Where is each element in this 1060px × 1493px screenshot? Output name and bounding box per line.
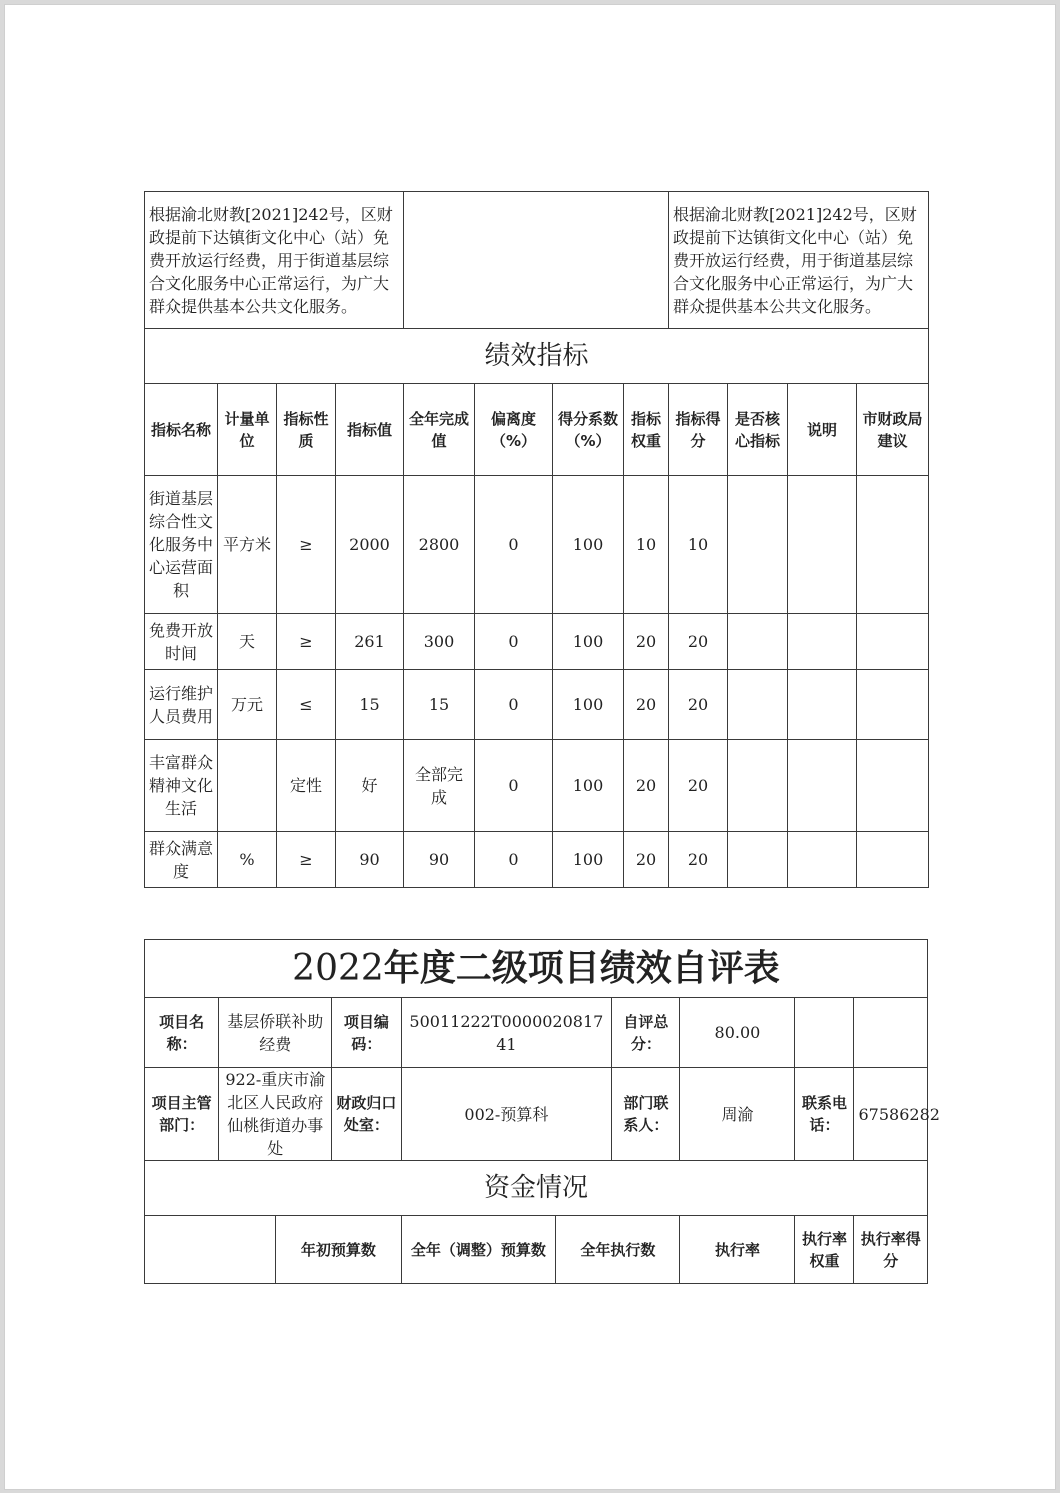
score-cell: 20 — [669, 670, 728, 740]
header-cell: 年初预算数 — [276, 1216, 401, 1284]
form-title — [145, 940, 928, 998]
actual-value-cell: 300 — [404, 614, 475, 670]
deviation-cell: 0 — [475, 614, 553, 670]
actual-value-cell: 15 — [404, 670, 475, 740]
performance-section-title: 绩效指标 — [145, 329, 929, 384]
basis-left-cell: 根据渝北财教[2021]242号，区财政提前下达镇街文化中心（站）免费开放运行经费，用于街道基层综合文化服务中心正常运行，为广大群众提供基本公共文化服务。 — [145, 192, 404, 329]
basis-middle-cell — [404, 192, 669, 329]
department-value: 922-重庆市渝北区人民政府仙桃街道办事处 — [219, 1068, 332, 1161]
actual-value-cell: 全部完成 — [404, 740, 475, 832]
header-cell: 是否核心指标 — [728, 384, 788, 476]
indicator-name-cell: 运行维护人员费用 — [145, 670, 218, 740]
department-info-row — [145, 1068, 928, 1161]
finance-office-value: 002-预算科 — [401, 1068, 612, 1161]
note-cell — [788, 832, 857, 888]
contact-label: 部门联系人： — [612, 1068, 680, 1161]
nature-cell: 定性 — [277, 740, 336, 832]
nature-cell: ≥ — [277, 614, 336, 670]
form-title-year: 2022 — [292, 948, 384, 989]
indicator-name-cell: 群众满意度 — [145, 832, 218, 888]
header-cell: 执行率权重 — [795, 1216, 854, 1284]
unit-cell — [218, 740, 277, 832]
header-cell: 执行率得分 — [854, 1216, 928, 1284]
header-cell: 全年完成值 — [404, 384, 475, 476]
table-row — [145, 832, 929, 888]
note-cell — [788, 476, 857, 614]
finance-office-label: 财政归口处室： — [332, 1068, 401, 1161]
header-cell: 指标值 — [336, 384, 404, 476]
score-cell: 20 — [669, 832, 728, 888]
actual-value-cell: 90 — [404, 832, 475, 888]
header-cell: 市财政局建议 — [857, 384, 929, 476]
note-cell — [788, 614, 857, 670]
deviation-cell: 0 — [475, 740, 553, 832]
deviation-cell: 0 — [475, 670, 553, 740]
weight-cell: 20 — [624, 832, 669, 888]
form-title-row — [145, 940, 928, 998]
header-cell: 偏离度（%） — [475, 384, 553, 476]
phone-label: 联系电话： — [795, 1068, 854, 1161]
header-cell: 指标得分 — [669, 384, 728, 476]
phone-value: 67586282 — [854, 1068, 928, 1161]
target-value-cell: 好 — [336, 740, 404, 832]
funds-header-row — [145, 1216, 928, 1284]
core-indicator-cell — [728, 740, 788, 832]
indicator-name-cell: 丰富群众精神文化生活 — [145, 740, 218, 832]
funds-section-row — [145, 1161, 928, 1216]
core-indicator-cell — [728, 670, 788, 740]
bureau-advice-cell — [857, 832, 929, 888]
department-label: 项目主管部门： — [145, 1068, 219, 1161]
table-row — [145, 476, 929, 614]
deviation-cell: 0 — [475, 476, 553, 614]
score-coefficient-cell: 100 — [553, 614, 624, 670]
self-evaluation-form — [144, 939, 940, 1284]
bureau-advice-cell — [857, 476, 929, 614]
project-info-row — [145, 998, 928, 1068]
table-row — [145, 670, 929, 740]
weight-cell: 20 — [624, 614, 669, 670]
project-code-label: 项目编码： — [332, 998, 401, 1068]
core-indicator-cell — [728, 614, 788, 670]
nature-cell: ≥ — [277, 476, 336, 614]
weight-cell: 20 — [624, 740, 669, 832]
bureau-advice-cell — [857, 740, 929, 832]
basis-row — [145, 192, 929, 329]
form-title-text: 年度二级项目绩效自评表 — [383, 947, 780, 989]
score-coefficient-cell: 100 — [553, 670, 624, 740]
unit-cell: 天 — [218, 614, 277, 670]
note-cell — [788, 670, 857, 740]
header-cell — [145, 1216, 276, 1284]
target-value-cell: 2000 — [336, 476, 404, 614]
unit-cell: 平方米 — [218, 476, 277, 614]
indicator-name-cell: 免费开放时间 — [145, 614, 218, 670]
unit-cell: % — [218, 832, 277, 888]
project-code-value: 50011222T000002081741 — [401, 998, 612, 1068]
performance-header-row — [145, 384, 929, 476]
table-row — [145, 740, 929, 832]
header-cell: 指标名称 — [145, 384, 218, 476]
header-cell: 全年执行数 — [556, 1216, 680, 1284]
core-indicator-cell — [728, 476, 788, 614]
bureau-advice-cell — [857, 614, 929, 670]
header-cell: 得分系数（%） — [553, 384, 624, 476]
document-page — [4, 4, 1056, 1490]
nature-cell: ≤ — [277, 670, 336, 740]
performance-table — [144, 191, 929, 888]
note-cell — [788, 740, 857, 832]
performance-section-row — [145, 329, 929, 384]
header-cell: 计量单位 — [218, 384, 277, 476]
unit-cell: 万元 — [218, 670, 277, 740]
header-cell: 执行率 — [680, 1216, 795, 1284]
nature-cell: ≥ — [277, 832, 336, 888]
self-score-extra-cell — [854, 998, 928, 1068]
target-value-cell: 15 — [336, 670, 404, 740]
weight-cell: 20 — [624, 670, 669, 740]
self-score-label: 自评总分： — [612, 998, 680, 1068]
core-indicator-cell — [728, 832, 788, 888]
project-name-value: 基层侨联补助经费 — [219, 998, 332, 1068]
header-cell: 指标权重 — [624, 384, 669, 476]
self-score-extra-cell — [795, 998, 854, 1068]
indicator-name-cell: 街道基层综合性文化服务中心运营面积 — [145, 476, 218, 614]
project-name-label: 项目名称： — [145, 998, 219, 1068]
weight-cell: 10 — [624, 476, 669, 614]
score-cell: 20 — [669, 740, 728, 832]
header-cell: 全年（调整）预算数 — [401, 1216, 556, 1284]
deviation-cell: 0 — [475, 832, 553, 888]
score-cell: 20 — [669, 614, 728, 670]
score-cell: 10 — [669, 476, 728, 614]
self-score-value: 80.00 — [680, 998, 795, 1068]
target-value-cell: 261 — [336, 614, 404, 670]
score-coefficient-cell: 100 — [553, 740, 624, 832]
basis-right-cell: 根据渝北财教[2021]242号，区财政提前下达镇街文化中心（站）免费开放运行经费，用于街道基层综合文化服务中心正常运行，为广大群众提供基本公共文化服务。 — [669, 192, 929, 329]
actual-value-cell: 2800 — [404, 476, 475, 614]
header-cell: 指标性质 — [277, 384, 336, 476]
score-coefficient-cell: 100 — [553, 832, 624, 888]
contact-value: 周渝 — [680, 1068, 795, 1161]
funds-section-title: 资金情况 — [145, 1161, 928, 1216]
score-coefficient-cell: 100 — [553, 476, 624, 614]
table-row — [145, 614, 929, 670]
bureau-advice-cell — [857, 670, 929, 740]
target-value-cell: 90 — [336, 832, 404, 888]
header-cell: 说明 — [788, 384, 857, 476]
